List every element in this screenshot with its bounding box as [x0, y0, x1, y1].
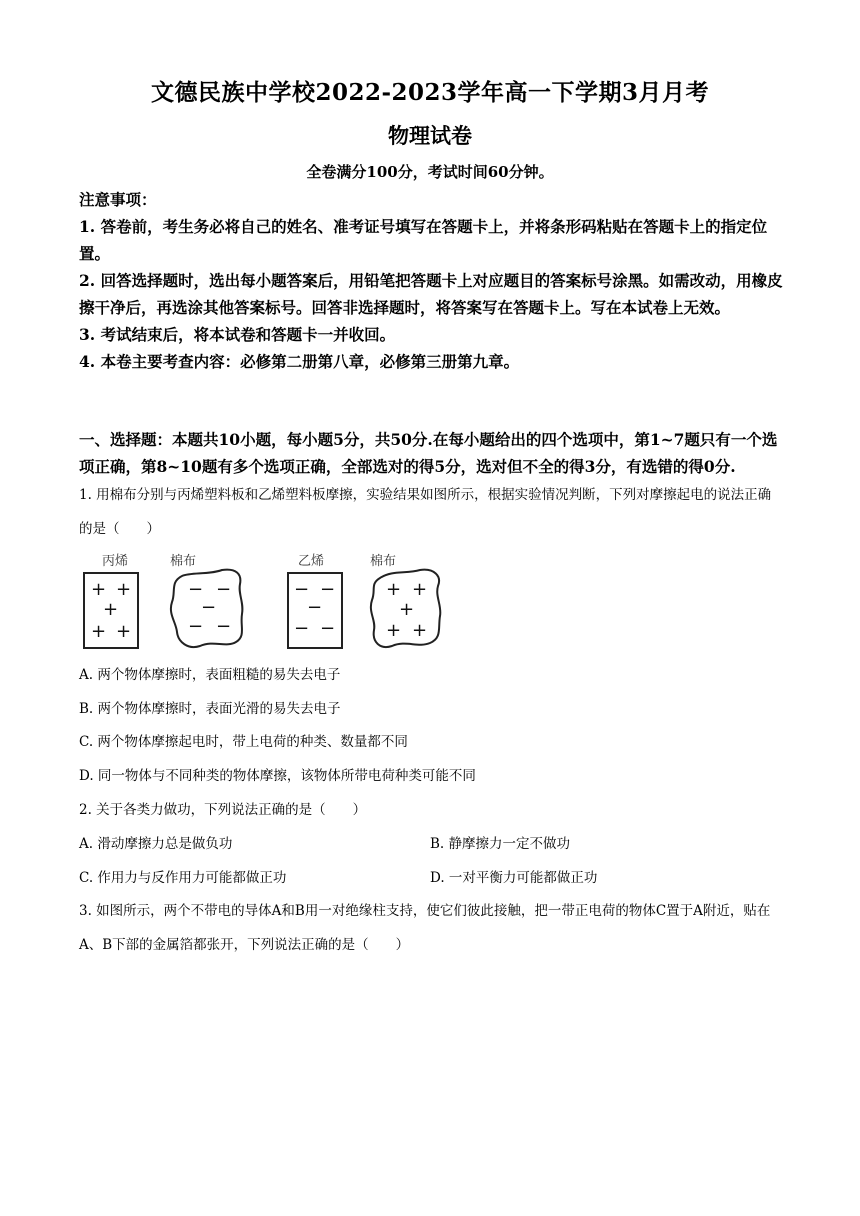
svg-text:−: − — [216, 579, 232, 600]
svg-text:−: − — [188, 579, 204, 600]
svg-text:+: + — [91, 621, 107, 642]
section-heading: 一、选择题：本题共10小题，每小题5分，共50分.在每小题给出的四个选项中，第1~7题只有一个选项正确，第8~10题有多个选项正确，全部选对的得5分，选对但不全的得3分，有选错的得0分. — [79, 430, 778, 476]
question-1-option-c: C. 两个物体摩擦起电时，带上电荷的种类、数量都不同 — [79, 734, 408, 750]
notes-block — [79, 186, 785, 375]
note-item: 1. 答卷前，考生务必将自己的姓名、准考证号填写在答题卡上，并将条形码粘贴在答题卡上的指定位置。 — [79, 217, 768, 263]
question-1-option-d: D. 同一物体与不同种类的物体摩擦，该物体所带电荷种类可能不同 — [79, 768, 476, 784]
svg-text:−: − — [188, 616, 204, 637]
svg-text:+: + — [91, 579, 107, 600]
question-2-option-b: B. 静摩擦力一定不做功 — [430, 836, 571, 852]
svg-text:−: − — [201, 597, 217, 618]
figure-label-cloth-1: 棉布 — [170, 554, 197, 569]
svg-text:−: − — [320, 618, 336, 639]
notes-heading: 注意事项： — [79, 190, 157, 209]
exam-title: 文德民族中学校2022-2023学年高一下学期3月月考 — [150, 79, 710, 106]
question-2-stem: 2. 关于各类力做功，下列说法正确的是（ ） — [79, 802, 367, 818]
figure-label-ethylene: 乙烯 — [298, 554, 325, 569]
svg-text:−: − — [294, 579, 310, 600]
question-2-option-a: A. 滑动摩擦力总是做负功 — [79, 836, 233, 852]
svg-text:+: + — [116, 621, 132, 642]
svg-text:−: − — [320, 579, 336, 600]
svg-text:+: + — [412, 579, 428, 600]
svg-text:−: − — [307, 597, 323, 618]
note-item: 3. 考试结束后，将本试卷和答题卡一并收回。 — [79, 325, 396, 344]
question-1-stem: 1. 用棉布分别与丙烯塑料板和乙烯塑料板摩擦，实验结果如图所示，根据实验情况判断，下列对摩擦起电的说法正确的是（ ） — [79, 487, 772, 537]
exam-subject: 物理试卷 — [388, 123, 472, 148]
question-1-option-b: B. 两个物体摩擦时，表面光滑的易失去电子 — [79, 701, 341, 717]
svg-text:+: + — [116, 579, 132, 600]
question-1-option-a: A. 两个物体摩擦时，表面粗糙的易失去电子 — [79, 667, 341, 683]
figure-label-propylene: 丙烯 — [102, 554, 129, 569]
svg-text:+: + — [386, 620, 402, 641]
note-item: 4. 本卷主要考查内容：必修第二册第八章，必修第三册第九章。 — [79, 352, 520, 371]
note-item: 2. 回答选择题时，选出每小题答案后，用铅笔把答题卡上对应题目的答案标号涂黑。如需改动，用橡皮擦干净后，再选涂其他答案标号。回答非选择题时，将答案写在答题卡上。写在本试卷上无效。 — [79, 271, 783, 317]
svg-text:+: + — [386, 579, 402, 600]
question-2-option-c: C. 作用力与反作用力可能都做正功 — [79, 870, 287, 886]
svg-text:+: + — [103, 599, 119, 620]
question-3-stem: 3. 如图所示，两个不带电的导体A和B用一对绝缘柱支持，使它们彼此接触，把一带正电荷的物体C置于A附近，贴在A、B下部的金属箔都张开，下列说法正确的是（ ） — [79, 903, 771, 953]
svg-text:+: + — [399, 599, 415, 620]
svg-text:−: − — [216, 616, 232, 637]
svg-text:−: − — [294, 618, 310, 639]
svg-text:+: + — [412, 620, 428, 641]
exam-info: 全卷满分100分，考试时间60分钟。 — [306, 163, 554, 181]
friction-figure — [80, 550, 460, 655]
question-2-option-d: D. 一对平衡力可能都做正功 — [430, 870, 598, 886]
figure-label-cloth-2: 棉布 — [370, 554, 397, 569]
